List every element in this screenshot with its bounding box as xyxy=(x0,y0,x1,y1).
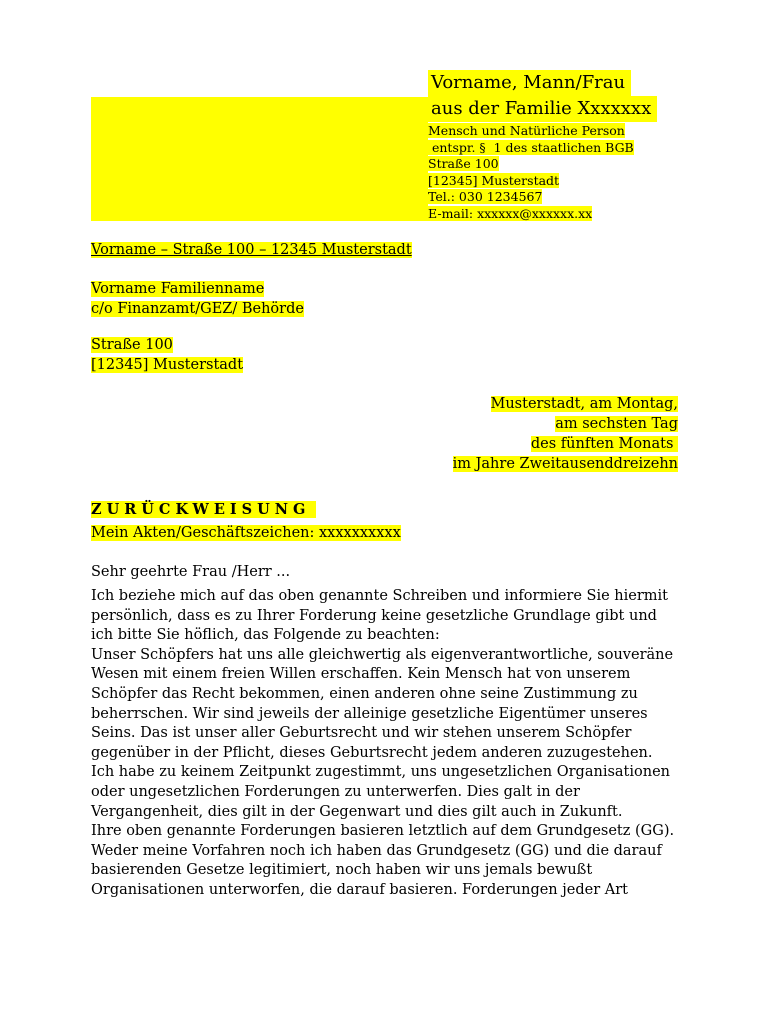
sender-detail: [12345] Musterstadt xyxy=(428,172,560,188)
date-block xyxy=(453,394,678,474)
sender-detail: Straße 100 xyxy=(428,156,499,171)
return-address-line xyxy=(91,240,412,260)
recipient-city: [12345] Musterstadt xyxy=(91,357,244,373)
sender-name-line1: Vorname, Mann/Frau xyxy=(428,70,631,96)
sender-detail: entspr. § 1 des staatlichen BGB xyxy=(428,139,634,155)
document-title xyxy=(91,500,316,520)
salutation: Sehr geehrte Frau /Herr ... xyxy=(91,564,291,580)
sender-detail: E-mail: xxxxxx@xxxxxx.xx xyxy=(428,205,593,221)
sender-detail: Mensch und Natürliche Person xyxy=(428,123,625,138)
recipient-line2: c/o Finanzamt/GEZ/ Behörde xyxy=(91,301,304,317)
reference-line xyxy=(91,523,401,543)
date-line: Musterstadt, am Montag, xyxy=(490,396,678,412)
date-line: am sechsten Tag xyxy=(555,416,678,432)
recipient-line1: Vorname Familienname xyxy=(91,281,265,297)
letter-body xyxy=(91,587,681,901)
sender-name xyxy=(428,70,657,122)
reference-text: Mein Akten/Geschäftszeichen: xxxxxxxxxx xyxy=(91,525,401,541)
body-paragraph: Ich beziehe mich auf das oben genannte Schreiben und informiere Sie hiermit persönlich, dass es zu Ihrer Forderung keine gesetzliche Grundlage gibt und ich bitte Sie höflich, das Folgende zu beachten: xyxy=(91,588,668,644)
body-paragraph: Ihre oben genannte Forderungen basieren letztlich auf dem Grundgesetz (GG). Weder meine Vorfahren noch ich haben das Grundgesetz (GG) und die darauf basierenden Gesetze legitimiert, noch haben wir uns jemals bewußt Organisationen unterworfen, die darauf basieren. Forderungen jeder Art xyxy=(91,823,675,898)
title-text: ZURÜCKWEISUNG xyxy=(91,501,316,518)
sender-name-line2: aus der Familie Xxxxxxx xyxy=(428,96,657,122)
recipient-street: Straße 100 xyxy=(91,337,173,353)
date-line: im Jahre Zweitausenddreizehn xyxy=(452,456,678,472)
sender-detail: Tel.: 030 1234567 xyxy=(428,189,543,204)
body-paragraph: Ich habe zu keinem Zeitpunkt zugestimmt, uns ungesetzlichen Organisationen oder ungesetzlichen Forderungen zu unterwerfen. Dies galt in der Vergangenheit, dies gilt in der Gegenwart und dies gilt auch in Zukunft. xyxy=(91,764,670,820)
return-address: Vorname – Straße 100 – 12345 Musterstadt xyxy=(91,242,412,258)
body-paragraph: Unser Schöpfers hat uns alle gleichwertig als eigenverantwortliche, souveräne Wesen mit einem freien Willen erschaffen. Kein Mensch hat von unserem Schöpfer das Recht bekommen, einen anderen ohne seine Zustimmung zu beherrschen. Wir sind jeweils der alleinige gesetzliche Eigentümer unseres Seins. Das ist unser aller Geburtsrecht und wir stehen unserem Schöpfer gegenüber in der Pflicht, dieses Geburtsrecht jedem anderen zuzugestehen. xyxy=(91,646,674,761)
sender-highlight xyxy=(91,97,428,221)
sender-details xyxy=(428,123,634,222)
recipient-name xyxy=(91,279,304,319)
recipient-address xyxy=(91,335,243,375)
date-line: des fünften Monats xyxy=(530,436,678,452)
